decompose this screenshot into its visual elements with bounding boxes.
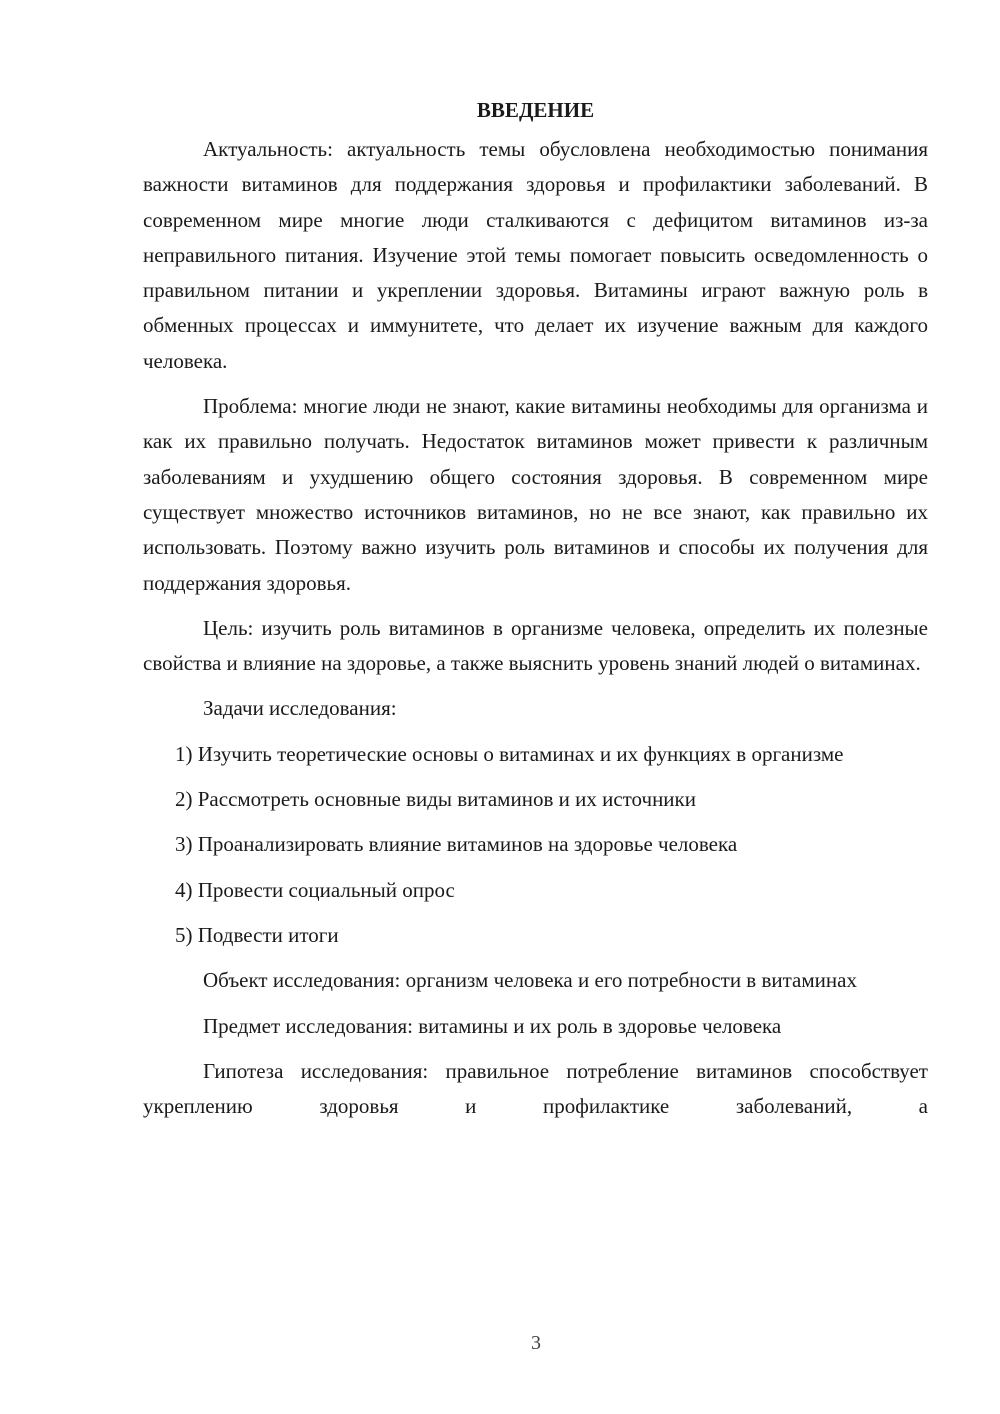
paragraph-subject: Предмет исследования: витамины и их роль в здоровье человека [203, 1013, 782, 1038]
task-item-3: 3) Проанализировать влияние витаминов на здоровье человека [175, 832, 738, 857]
tasks-heading: Задачи исследования: [203, 696, 397, 721]
task-item-1: 1) Изучить теоретические основы о витаминах и их функциях в организме [175, 741, 844, 766]
paragraph-goal: Цель: изучить роль витаминов в организме человека, определить их полезные свойства и влияние на здоровье, а также выяснить уровень знаний людей о витаминах. [143, 615, 928, 676]
document-page [143, 92, 928, 1124]
section-title: ВВЕДЕНИЕ [476, 98, 595, 122]
page-number: 3 [531, 1332, 541, 1354]
task-item-2: 2) Рассмотреть основные виды витаминов и их источники [175, 787, 696, 812]
task-item-5: 5) Подвести итоги [175, 922, 339, 947]
paragraph-object: Объект исследования: организм человека и его потребности в витаминах [203, 968, 857, 993]
task-item-4: 4) Провести социальный опрос [175, 877, 455, 902]
paragraph-problem: Проблема: многие люди не знают, какие витамины необходимы для организма и как их правильно получать. Недостаток витаминов может привести к различным заболеваниям и ухудшению общего состояния здоровья. В современном мире существует множество источников витаминов, но не все знают, как правильно их использовать. Поэтому важно изучить роль витаминов и способы их получения для поддержания здоровья. [143, 394, 928, 595]
paragraph-relevance: Актуальность: актуальность темы обусловлена необходимостью понимания важности витаминов для поддержания здоровья и профилактики заболеваний. В современном мире многие люди сталкиваются с дефицитом витаминов из-за неправильного питания. Изучение этой темы помогает повысить осведомленность о правильном питании и укреплении здоровья. Витамины играют важную роль в обменных процессах и иммунитете, что делает их изучение важным для каждого человека. [143, 137, 928, 373]
paragraph-hypothesis: Гипотеза исследования: правильное потребление витаминов способствует укреплению здоровья и профилактике заболеваний, а [143, 1058, 928, 1119]
